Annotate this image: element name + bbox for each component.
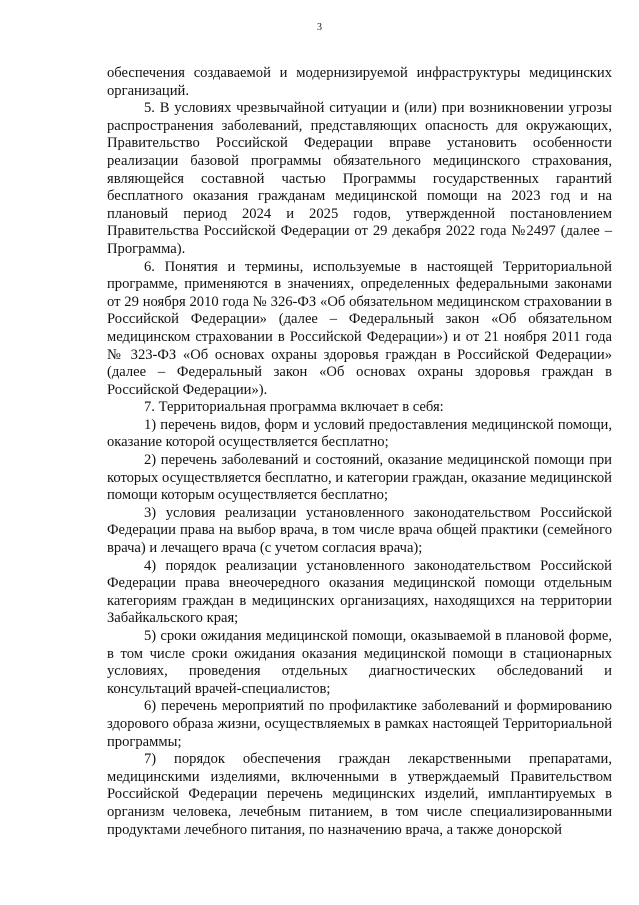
list-item-7: 7) порядок обеспечения граждан лекарственными препаратами, медицинскими изделиями, включенными в утверждаемый Правительством Российской Федерации перечень медицинских изделий, имплантируемых в организм человека, лечебным питанием, в том числе специализированными продуктами лечебного питания, по назначению врача, а также донорской	[107, 751, 612, 838]
list-item-2: 2) перечень заболеваний и состояний, оказание медицинской помощи при которых осуществляется бесплатно, и категории граждан, оказание медицинской помощи которым осуществляется бесплатно;	[107, 452, 612, 504]
paragraph-item-7: 7. Территориальная программа включает в себя:	[144, 399, 444, 416]
list-item-4: 4) порядок реализации установленного законодательством Российской Федерации права внеочередного оказания медицинской помощи отдельным категориям граждан в медицинских организациях, находящихся на территории Забайкальского края;	[107, 557, 612, 627]
paragraph-continuation: обеспечения создаваемой и модернизируемой инфраструктуры медицинских организаций.	[107, 65, 612, 99]
list-item-5: 5) сроки ожидания медицинской помощи, оказываемой в плановой форме, в том числе сроки ожидания оказания медицинской помощи в стационарных условиях, проведения отдельных диагностических обследований и консультаций врачей-специалистов;	[107, 628, 612, 697]
document-body	[107, 65, 612, 839]
list-item-3: 3) условия реализации установленного законодательством Российской Федерации права на выбор врача, в том числе врача общей практики (семейного врача) и лечащего врача (с учетом согласия врача);	[107, 504, 612, 557]
list-item-6: 6) перечень мероприятий по профилактике заболеваний и формированию здорового образа жизни, осуществляемых в рамках настоящей Территориальной программы;	[107, 698, 612, 750]
paragraph-item-6: 6. Понятия и термины, используемые в настоящей Территориальной программе, применяются в значениях, определенных федеральными законами от 29 ноября 2010 года № 326-ФЗ «Об обязательном медицинском страховании в Российской Федерации» (далее – Федеральный закон «Об обязательном медицинском страховании в Российской Федерации») и от 21 ноября 2011 года № 323-ФЗ «Об основах охраны здоровья граждан в Российской Федерации» (далее – Федеральный закон «Об основах охраны здоровья граждан в Российской Федерации»).	[107, 258, 612, 398]
list-item-1: 1) перечень видов, форм и условий предоставления медицинской помощи, оказание которой осуществляется бесплатно;	[107, 416, 612, 451]
page-number: 3	[317, 22, 322, 33]
paragraph-item-5: 5. В условиях чрезвычайной ситуации и (или) при возникновении угрозы распространения заболеваний, представляющих опасность для окружающих, Правительство Российской Федерации вправе установить особенности реализации базовой программы обязательного медицинского страхования, являющейся составной частью Программы государственных гарантий бесплатного оказания гражданам медицинской помощи на 2023 год и на плановый период 2024 и 2025 годов, утвержденной постановлением Правительства Российской Федерации от 29 декабря 2022 года №2497 (далее – Программа).	[107, 100, 612, 257]
